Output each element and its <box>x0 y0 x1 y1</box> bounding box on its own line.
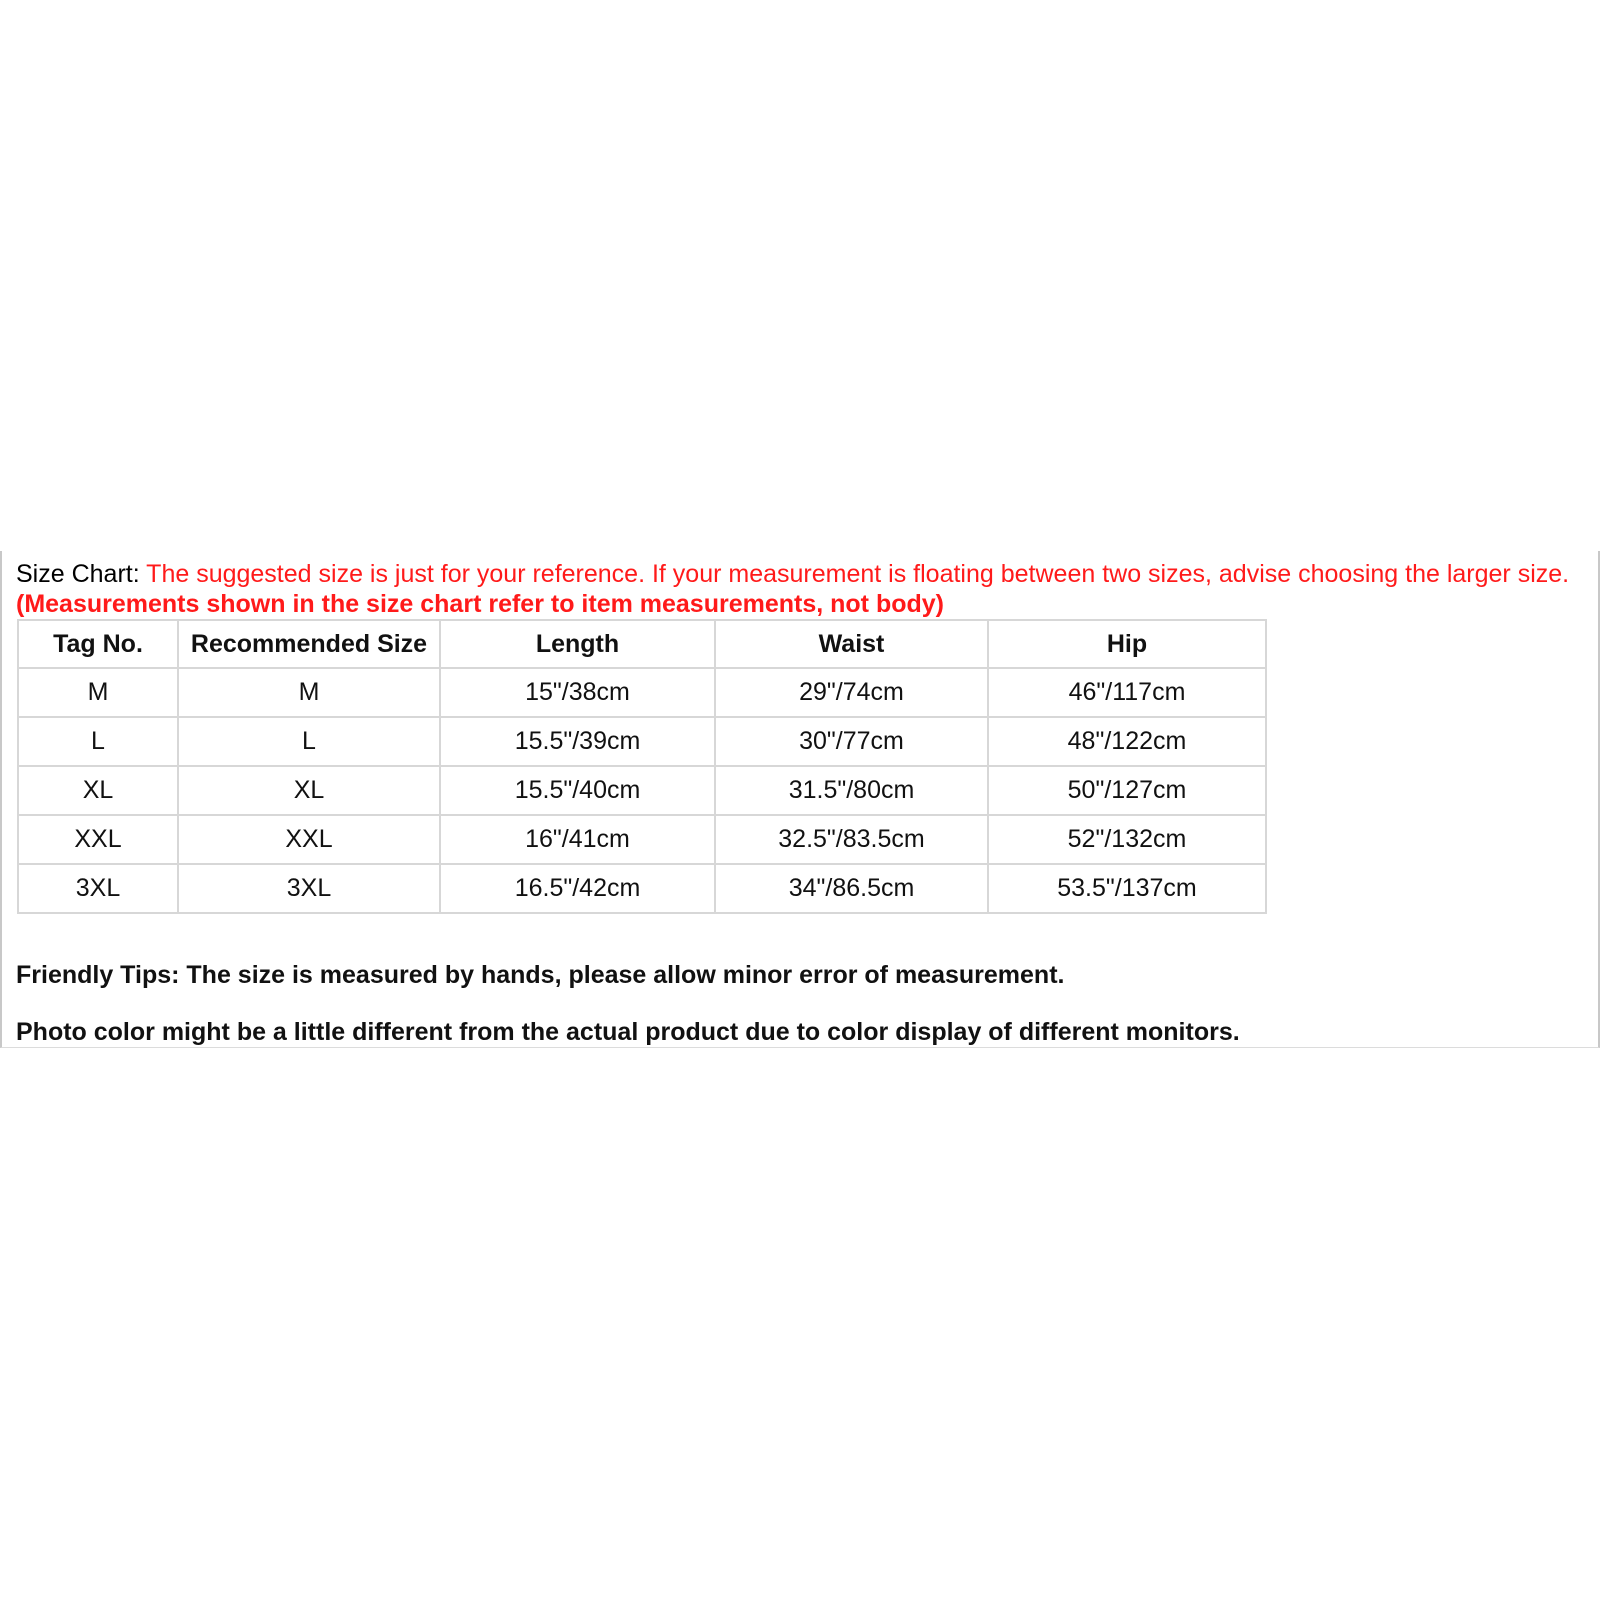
table-cell: 16.5"/42cm <box>440 864 715 913</box>
table-row <box>18 815 1266 864</box>
table-cell: M <box>18 668 178 717</box>
table-cell: 32.5"/83.5cm <box>715 815 988 864</box>
table-cell: 34"/86.5cm <box>715 864 988 913</box>
column-header-tag-no: Tag No. <box>18 620 178 668</box>
table-cell: 46"/117cm <box>988 668 1266 717</box>
table-cell: 16"/41cm <box>440 815 715 864</box>
column-header-waist: Waist <box>715 620 988 668</box>
table-cell: 53.5"/137cm <box>988 864 1266 913</box>
table-row <box>18 717 1266 766</box>
table-cell: 15.5"/39cm <box>440 717 715 766</box>
table-cell: 52"/132cm <box>988 815 1266 864</box>
column-header-hip: Hip <box>988 620 1266 668</box>
table-cell: XL <box>178 766 440 815</box>
table-cell: 48"/122cm <box>988 717 1266 766</box>
photo-color-note: Photo color might be a little different from the actual product due to color display of different monitors. <box>16 1018 1240 1046</box>
table-cell: 30"/77cm <box>715 717 988 766</box>
table-cell: 3XL <box>18 864 178 913</box>
table-row <box>18 864 1266 913</box>
size-chart-intro <box>16 559 1588 619</box>
friendly-tips-text: Friendly Tips: The size is measured by hands, please allow minor error of measurement. <box>16 961 1065 989</box>
size-chart-panel <box>0 551 1600 1048</box>
column-header-recommended-size: Recommended Size <box>178 620 440 668</box>
table-cell: XXL <box>18 815 178 864</box>
table-cell: 15.5"/40cm <box>440 766 715 815</box>
column-header-length: Length <box>440 620 715 668</box>
table-cell: XXL <box>178 815 440 864</box>
table-header-row <box>18 620 1266 668</box>
table-cell: 15"/38cm <box>440 668 715 717</box>
table-cell: 3XL <box>178 864 440 913</box>
heading-separator: : <box>132 560 147 588</box>
table-cell: XL <box>18 766 178 815</box>
table-cell: L <box>18 717 178 766</box>
table-cell: M <box>178 668 440 717</box>
table-row <box>18 668 1266 717</box>
measurement-emphasis-note: (Measurements shown in the size chart refer to item measurements, not body) <box>16 590 944 618</box>
size-advice-note: The suggested size is just for your reference. If your measurement is floating between two sizes, advise choosing the larger size. <box>146 560 1570 588</box>
table-row <box>18 766 1266 815</box>
table-cell: 50"/127cm <box>988 766 1266 815</box>
size-chart-heading: Size Chart <box>16 560 133 588</box>
table-cell: L <box>178 717 440 766</box>
table-cell: 31.5"/80cm <box>715 766 988 815</box>
table-cell: 29"/74cm <box>715 668 988 717</box>
size-table <box>17 619 1267 914</box>
